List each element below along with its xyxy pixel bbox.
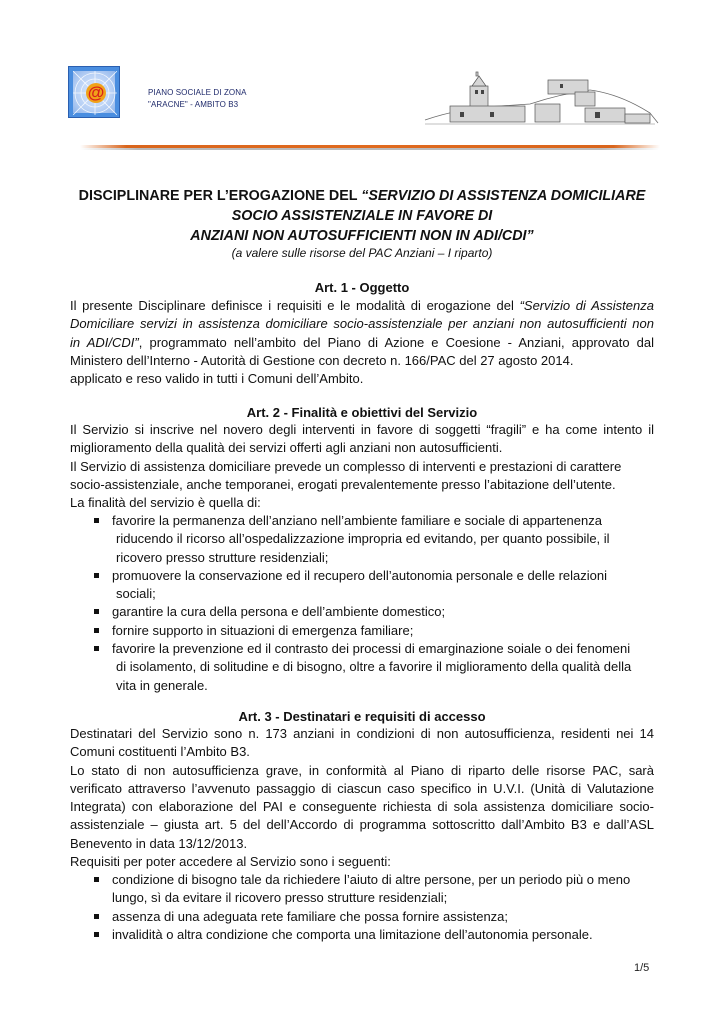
bullet-square-icon [94,914,99,919]
art1-line-3: in ADI/CDI”, programmato nell’ambito del Piano di Azione e Coesione - Anziani, approvato dal [70,334,655,350]
title-line-1: DISCIPLINARE PER L’EROGAZIONE DEL “SERVIZIO DI ASSISTENZA DOMICILIARE [78,188,646,204]
art2-heading: Art. 2 - Finalità e obiettivi del Servizio [246,405,478,420]
art3-line-1: Destinatari del Servizio sono n. 173 anziani in condizioni di non autosufficienza, residenti nei 14 [70,726,654,741]
art3-line-2: Comuni costituenti l’Ambito B3. [70,744,250,760]
at-sign-icon: @ [87,83,105,102]
bullet-square-icon [94,932,99,937]
art1-line-2: Domiciliare servizi in assistenza domiciliare socio-assistenziale per anziani non autosufficienti non [70,316,654,332]
art1-line-5: applicato e reso valido in tutti i Comuni dell’Ambito. [70,371,364,387]
art1-line-1: Il presente Disciplinare definisce i requisiti e le modalità di erogazione del “Servizio di Assistenza [70,298,654,313]
list-item: fornire supporto in situazioni di emergenza familiare; [92,622,662,640]
art3-line-3: Lo stato di non autosufficienza grave, in conformità al Piano di riparto delle risorse PAC, sarà [70,762,654,778]
logo-background [73,71,115,113]
document-title [70,186,654,246]
title-line-2: SOCIO ASSISTENZIALE IN FAVORE DI [231,208,493,224]
bullet-square-icon [94,609,99,614]
list-item: assenza di una adeguata rete familiare che possa fornire assistenza; [92,908,662,926]
org-line-2: "ARACNE" - AMBITO B3 [148,100,239,109]
bullet-square-icon [94,628,99,633]
art3-heading: Art. 3 - Destinatari e requisiti di accesso [238,709,486,724]
art3-requirements-list [92,871,662,944]
aracne-logo [68,66,120,118]
list-item: invalidità o altra condizione che comporta una limitazione dell’autonomia personale. [92,926,662,944]
art3-line-5: Integrata) con elaborazione del PAI e conseguente richiesta di sola assistenza domiciliare socio- [70,799,654,815]
document-subtitle: (a valere sulle risorse del PAC Anziani – I riparto) [231,246,493,260]
village-sketch-illustration [420,68,660,130]
bullet-square-icon [94,518,99,523]
list-item: favorire la prevenzione ed il contrasto dei processi di emarginazione soiale o dei fenomeni di isolamento, di solitudine e di bisogno, oltre a favorire il miglioramento della qualità della vita in generale. [92,640,662,695]
art1-paragraph [70,297,654,388]
page-number: 1/5 [634,962,650,974]
header-divider-shadow [80,148,660,150]
art2-line-1: Il Servizio si inscrive nel novero degli interventi in favore di soggetti “fragili” e ha come intento il [70,422,654,437]
art1-heading: Art. 1 - Oggetto [314,280,410,295]
list-item: favorire la permanenza dell’anziano nell’ambiente familiare e sociale di appartenenza riducendo il ricorso all’ospedalizzazione impropria ed evitando, per quanto possibile, il ricovero presso strutture residenziali; [92,512,662,567]
art2-line-3: Il Servizio di assistenza domiciliare prevede un complesso di interventi e prestazioni di carattere [70,458,622,474]
art3-line-7: Benevento in data 13/12/2013. [70,835,248,851]
art3-line-6: assistenziale – giusta art. 5 del dell’Accordo di programma sottoscritto dall’Ambito B3 e dall’ASL [70,817,654,833]
art3-line-8: Requisiti per poter accedere al Servizio sono i seguenti: [70,854,391,870]
art2-line-5: La finalità del servizio è quella di: [70,495,261,511]
art2-objectives-list [92,512,662,695]
list-item: garantire la cura della persona e dell’ambiente domestico; [92,603,662,621]
title-line-3: ANZIANI NON AUTOSUFFICIENTI NON IN ADI/CDI” [190,228,534,244]
list-item: condizione di bisogno tale da richiedere l’aiuto di altre persone, per un periodo più o meno lungo, sì da evitare il ricovero presso strutture residenziali; [92,871,662,908]
art1-line-4: Ministero dell’Interno - Autorità di Gestione con decreto n. 166/PAC del 27 agosto 2014. [70,352,574,368]
bullet-square-icon [94,573,99,578]
bullet-square-icon [94,646,99,651]
bullet-square-icon [94,877,99,882]
organization-name [148,87,247,111]
art2-paragraph [70,421,654,512]
org-line-1: PIANO SOCIALE DI ZONA [148,88,247,97]
art3-paragraph [70,725,654,871]
list-item: promuovere la conservazione ed il recupero dell’autonomia personale e delle relazioni sociali; [92,567,662,604]
art2-line-4: socio-assistenziale, anche temporanei, erogati prevalentemente presso l’abitazione dell’utente. [70,476,616,492]
art2-line-2: miglioramento della qualità dei servizi offerti agli anziani non autosufficienti. [70,440,503,456]
art3-line-4: verificato attraverso l’avvenuto passaggio di ciascun caso specifico in U.V.I. (Unità di Valutazione [70,780,654,796]
